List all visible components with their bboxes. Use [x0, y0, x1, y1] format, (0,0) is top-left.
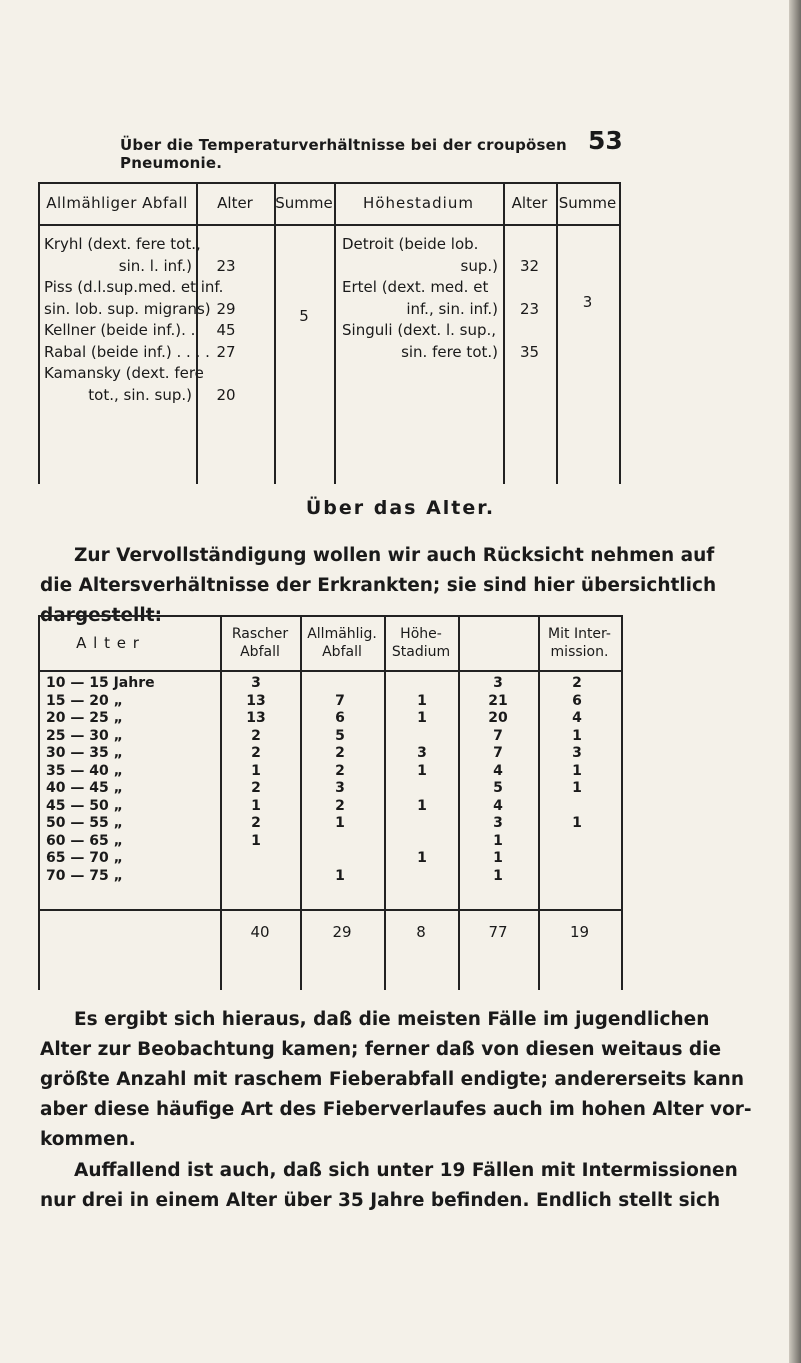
table1-right-age: 23	[519, 299, 540, 318]
table2-header-rascher: Rascher Abfall	[231, 626, 289, 660]
inter-cell: 1	[572, 815, 582, 831]
table1-header-alter: Alter	[217, 194, 253, 212]
age-cell: 10 — 15 Jahre	[46, 675, 155, 691]
table2-header-sum	[458, 621, 538, 665]
age-cell: 15 — 20 „	[46, 692, 123, 709]
table1-left-line: tot., sin. sup.)	[88, 385, 192, 404]
table1-left-age: 29	[216, 299, 236, 318]
table1-left-line: sin. lob. sup. migrans)	[44, 299, 211, 318]
table1-left-age: 23	[216, 256, 236, 275]
table1-right-line: Ertel (dext. med. et	[342, 278, 489, 296]
table1-left-age	[196, 363, 256, 385]
page-edge	[789, 0, 801, 1363]
allm-cell: 5	[335, 727, 345, 744]
inter-cell: 2	[572, 675, 582, 691]
allm-cell: 7	[335, 692, 345, 709]
paragraph-intermissions	[40, 1156, 738, 1216]
table1-right-names	[338, 234, 498, 363]
paragraph-line: Auffallend ist auch, daß sich unter 19 Fällen mit Intermissionen	[74, 1160, 738, 1181]
hoehe-cell: 1	[417, 850, 427, 866]
age-cell: 25 — 30 „	[46, 727, 123, 744]
age-cell: 70 — 75 „	[46, 867, 123, 884]
paragraph-line: die Altersverhältnisse der Erkrankten; sie sind hier übersichtlich	[40, 575, 717, 596]
table2-header-hoehe: Höhe- Stadium	[391, 626, 451, 660]
table1-left-line: Kamansky (dext. fere	[44, 364, 204, 382]
table1-left-age: 20	[216, 385, 236, 404]
rascher-cell: 1	[251, 762, 261, 779]
sum-cell: 4	[493, 762, 503, 779]
inter-cell: 4	[572, 710, 582, 726]
table1-left-sum: 5	[299, 307, 309, 325]
table1-header-hoehestadium: Höhestadium	[363, 194, 474, 212]
rascher-cell: 13	[246, 692, 266, 709]
age-cell: 35 — 40 „	[46, 762, 123, 779]
inter-cell: 1	[572, 727, 582, 744]
page-number: 53	[588, 126, 623, 155]
age-cell: 50 — 55 „	[46, 815, 123, 831]
age-cell: 45 — 50 „	[46, 797, 123, 814]
rascher-cell: 2	[251, 727, 261, 744]
age-cell: 40 — 45 „	[46, 780, 123, 796]
table1-header-summe-2: Summe	[558, 194, 617, 212]
sum-cell: 4	[493, 797, 503, 814]
allm-cell: 2	[335, 762, 345, 779]
table1-left-age: 45	[216, 321, 236, 339]
sum-cell: 3	[493, 675, 503, 691]
table1-right-line: Detroit (beide lob.	[342, 235, 479, 253]
sum-cell: 3	[493, 815, 503, 831]
paragraph-line: dargestellt:	[40, 605, 162, 626]
table1-left-age: 27	[216, 342, 236, 361]
hoehe-cell: 1	[417, 762, 427, 779]
rascher-cell: 2	[251, 780, 261, 796]
table1-right-line: inf., sin. inf.)	[406, 299, 498, 318]
total-intermission: 19	[569, 923, 590, 941]
total-sum: 77	[488, 923, 508, 941]
table1-left-line: Kryhl (dext. fere tot.,	[44, 235, 201, 253]
inter-cell: 1	[572, 762, 582, 779]
rascher-cell: 3	[251, 675, 261, 691]
sum-cell: 1	[493, 850, 503, 866]
table1-right-sum: 3	[582, 293, 593, 311]
paragraph-line: kommen.	[40, 1129, 136, 1150]
sum-cell: 7	[493, 727, 503, 744]
table1-left-line: sin. l. inf.)	[118, 256, 192, 275]
age-cell: 65 — 70 „	[46, 850, 123, 866]
total-hoehe: 8	[416, 923, 426, 941]
paragraph-line: Es ergibt sich hieraus, daß die meisten Fälle im jugendlichen	[74, 1009, 710, 1030]
hoehe-cell: 1	[417, 692, 427, 709]
sum-cell: 21	[488, 692, 508, 709]
rascher-cell: 2	[251, 745, 261, 761]
table1-right-age	[503, 277, 556, 299]
allm-cell: 6	[335, 710, 345, 726]
table1-left-age	[196, 277, 256, 299]
table-age-distribution	[38, 615, 623, 990]
table1-right-ages	[503, 234, 556, 363]
age-cell: 60 — 65 „	[46, 832, 123, 849]
sum-cell: 5	[493, 780, 503, 796]
paragraph-line: größte Anzahl mit raschem Fieberabfall endigte; andererseits kann	[40, 1069, 744, 1090]
allm-cell: 2	[335, 745, 345, 761]
sum-cell: 7	[493, 745, 503, 761]
table1-right-line: sup.)	[460, 256, 498, 275]
sum-cell: 1	[493, 867, 503, 884]
table1-left-line: Kellner (beide inf.). .	[44, 321, 196, 339]
hoehe-cell: 1	[417, 710, 427, 726]
paragraph-conclusion	[40, 1005, 752, 1155]
table1-left-age	[196, 234, 256, 256]
table1-right-age	[503, 234, 556, 256]
allm-cell: 3	[335, 780, 345, 796]
age-cell: 30 — 35 „	[46, 745, 123, 761]
allm-cell: 1	[335, 815, 345, 831]
table1-right-age: 35	[519, 342, 540, 361]
paragraph-line: Alter zur Beobachtung kamen; ferner daß von diesen weitaus die	[40, 1039, 722, 1060]
paragraph-line: aber diese häufige Art des Fieberverlaufes auch im hohen Alter vor-	[40, 1099, 752, 1120]
inter-cell: 1	[572, 780, 582, 796]
table1-right-line: Singuli (dext. l. sup.,	[342, 321, 497, 339]
rascher-cell: 1	[251, 797, 261, 814]
table2-header-intermission: Mit Inter- mission.	[548, 626, 611, 660]
inter-cell: 3	[572, 745, 582, 761]
hoehe-cell: 1	[417, 797, 427, 814]
hoehe-cell: 3	[417, 745, 427, 761]
table1-left-line: Rabal (beide inf.) . . . .	[44, 342, 210, 361]
inter-cell: 6	[572, 692, 582, 709]
table1-right-age: 32	[519, 256, 540, 275]
section-heading: Über das Alter.	[305, 497, 496, 519]
table-fever-decline	[38, 182, 621, 484]
table2-header-allmaehlig: Allmählig. Abfall	[307, 626, 377, 660]
total-rascher: 40	[250, 923, 270, 941]
rascher-cell: 1	[251, 832, 261, 849]
sum-cell: 20	[488, 710, 508, 726]
table1-left-line: Piss (d.l.sup.med. et inf.	[44, 278, 224, 296]
age-cell: 20 — 25 „	[46, 710, 123, 726]
rascher-cell: 13	[246, 710, 266, 726]
allm-cell: 1	[335, 867, 345, 884]
running-title: Über die Temperaturverhältnisse bei der croupösen Pneumonie.	[120, 136, 567, 172]
sum-cell: 1	[493, 832, 503, 849]
total-allmaehlig: 29	[332, 923, 352, 941]
table1-left-names	[44, 234, 224, 406]
table1-right-line: sin. fere tot.)	[401, 342, 498, 361]
paragraph-line: Zur Vervollständigung wollen wir auch Rücksicht nehmen auf	[74, 545, 715, 566]
table1-right-age	[503, 320, 556, 342]
table1-header-allmaehlig: Allmähliger Abfall	[46, 194, 188, 212]
table1-header-summe: Summe	[275, 194, 333, 212]
paragraph-line: nur drei in einem Alter über 35 Jahre befinden. Endlich stellt sich	[40, 1190, 721, 1211]
table1-header-alter-2: Alter	[511, 194, 548, 212]
allm-cell: 2	[335, 797, 345, 814]
table1-left-ages	[196, 234, 256, 406]
rascher-cell: 2	[251, 815, 261, 831]
table2-header-alter: A l t e r	[76, 634, 140, 652]
